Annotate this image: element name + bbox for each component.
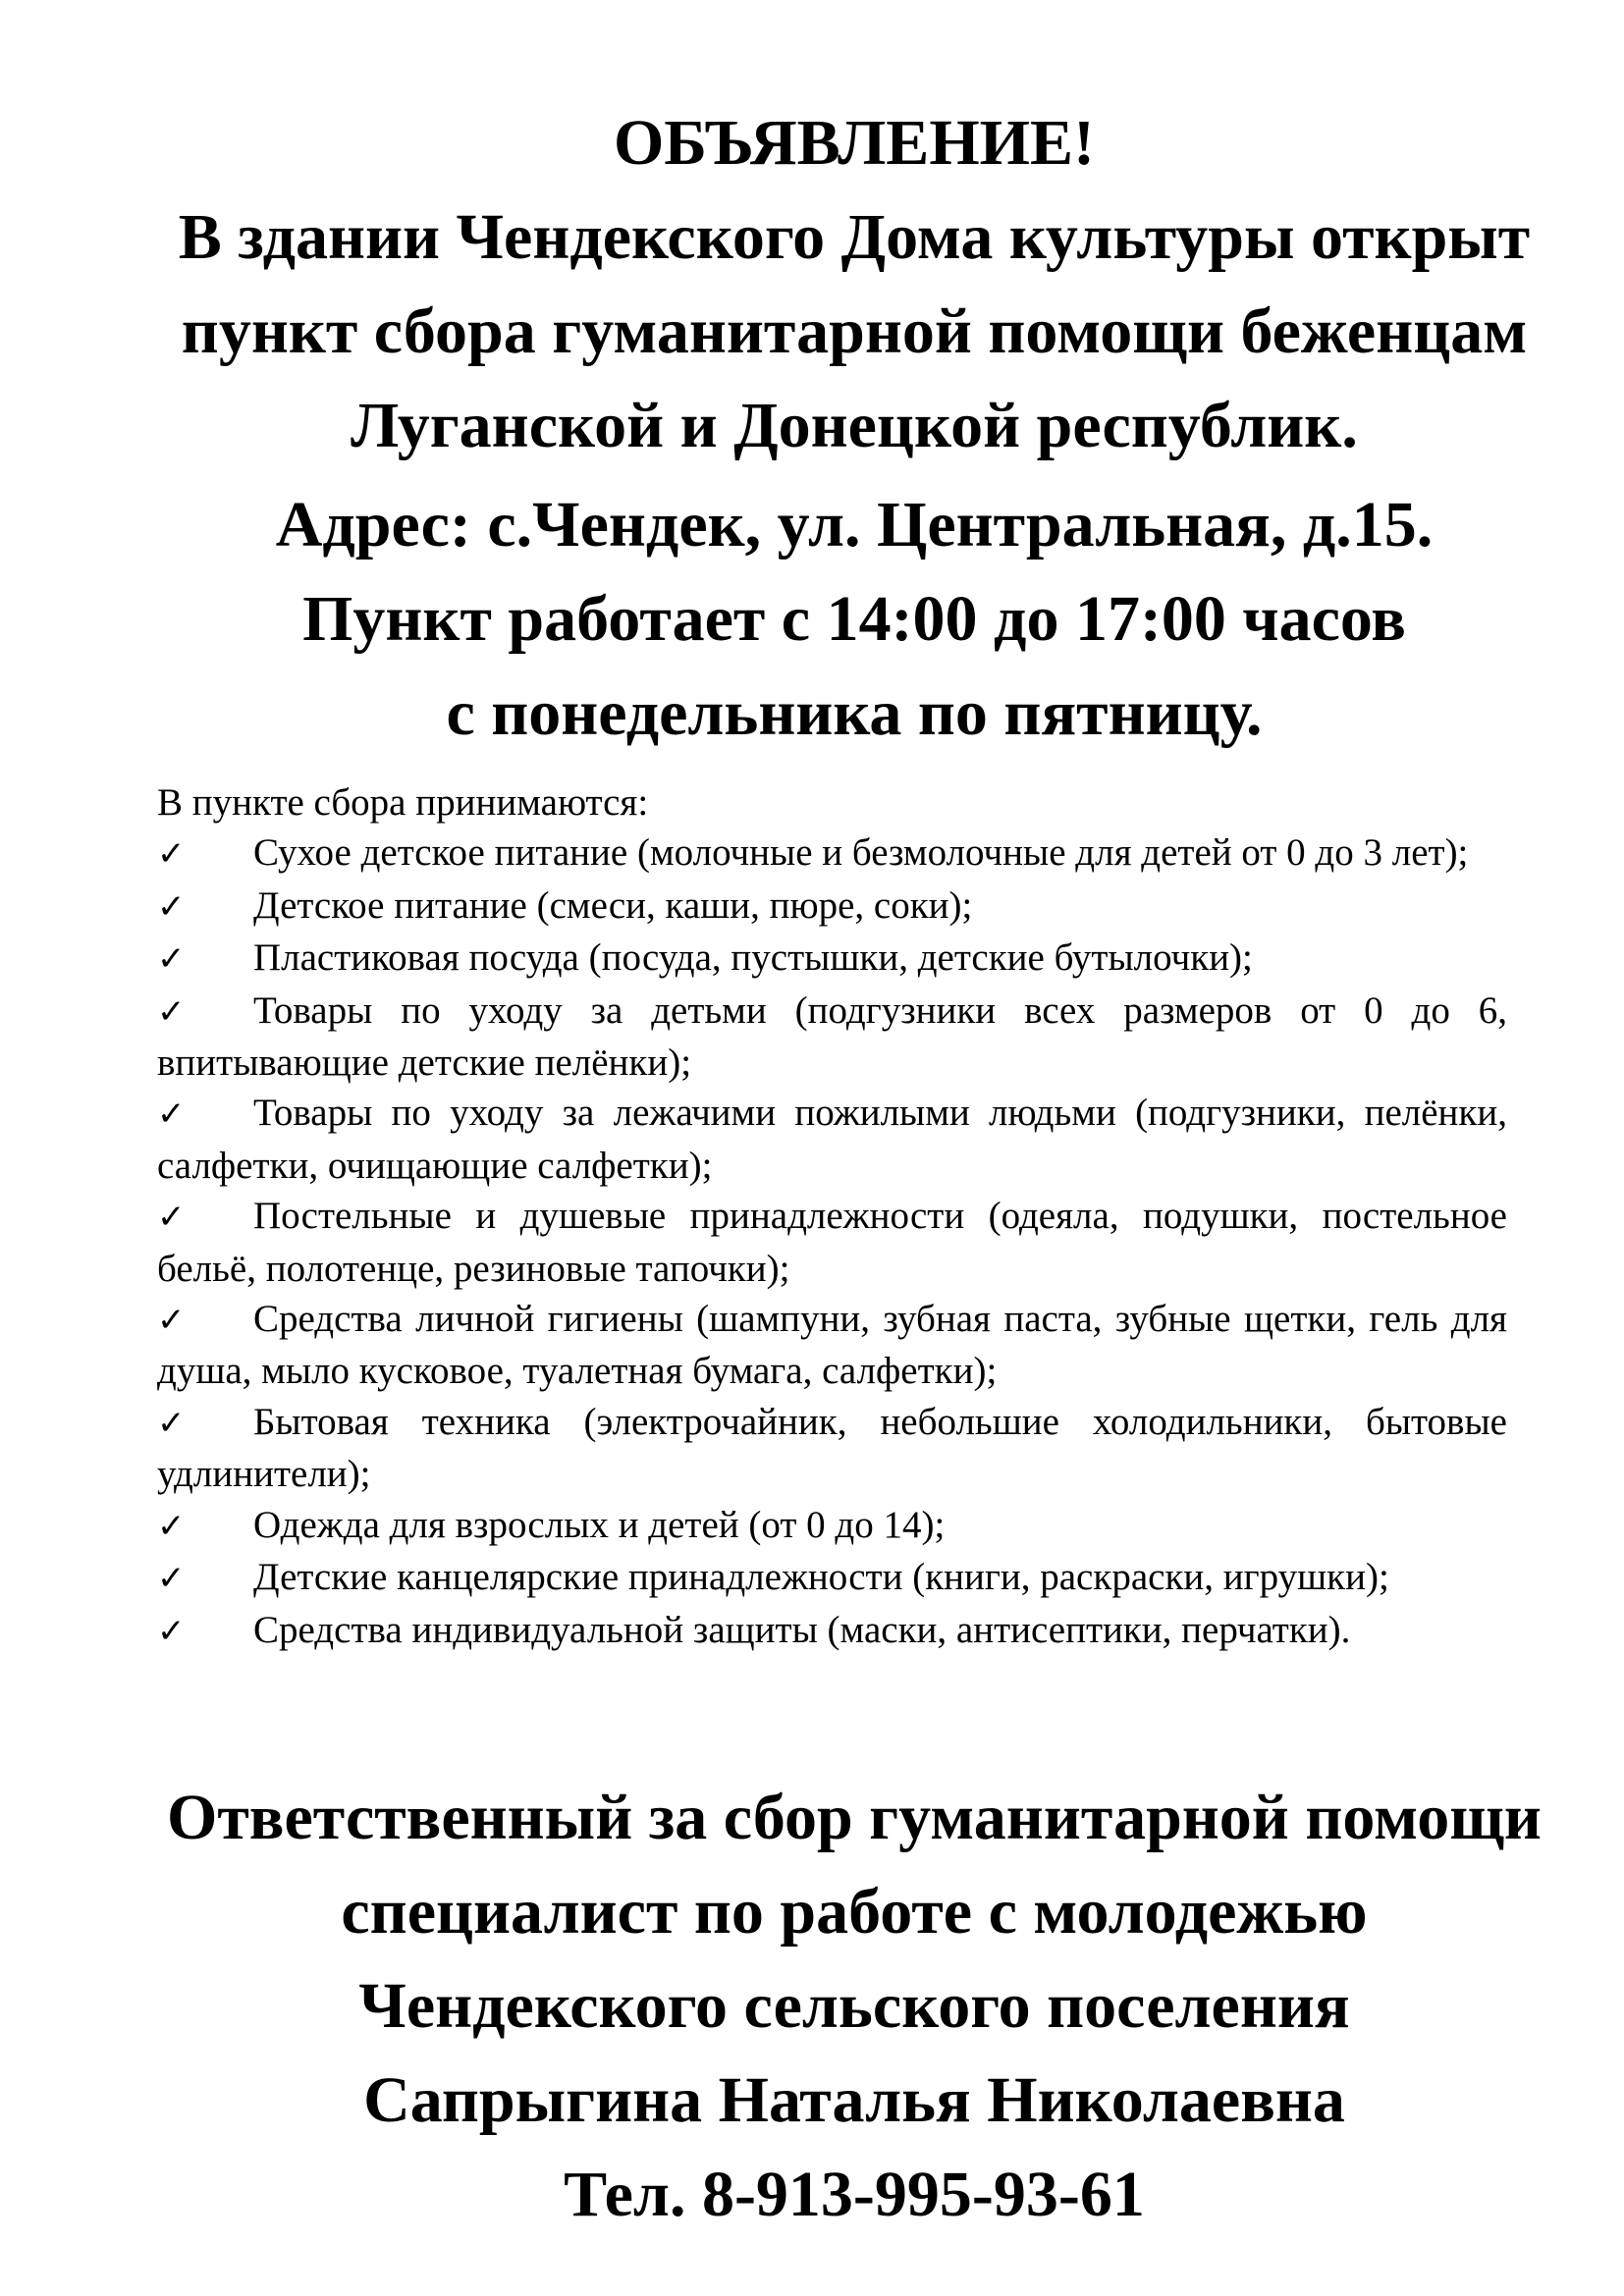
list-intro: В пункте сбора принимаются:: [157, 781, 649, 824]
responsible-contact-block: [128, 1771, 1581, 2242]
checkmark-icon: ✓: [157, 834, 186, 875]
list-item-text: Средства индивидуальной защиты (маски, антисептики, перчатки).: [253, 1608, 1351, 1651]
responsible-role-line: специалист по работе с молодежью: [341, 1876, 1368, 1948]
list-item: [157, 1605, 1507, 1657]
responsible-name: Сапрыгина Наталья Николаевна: [363, 2064, 1345, 2136]
title-line: В здании Чендекского Дома культуры открыт: [178, 201, 1531, 273]
checkmark-icon: ✓: [157, 886, 186, 927]
checkmark-icon: ✓: [157, 1611, 186, 1651]
list-item: [157, 881, 1507, 933]
accepted-items-list: [157, 828, 1507, 1657]
list-item: [157, 1500, 1507, 1552]
list-item-text: Одежда для взрослых и детей (от 0 до 14);: [253, 1503, 946, 1546]
title-line: ОБЪЯВЛЕНИЕ!: [613, 107, 1096, 179]
list-item: [157, 1088, 1507, 1191]
list-item-text: Детское питание (смеси, каши, пюре, соки);: [253, 883, 973, 927]
checkmark-icon: ✓: [157, 1301, 186, 1341]
address-block: [128, 478, 1581, 761]
checkmark-icon: ✓: [157, 1095, 186, 1135]
list-item-text: Пластиковая посуда (посуда, пустышки, детские бутылочки);: [253, 936, 1253, 980]
responsible-org-line: Чендекского сельского поселения: [358, 1970, 1350, 2042]
checkmark-icon: ✓: [157, 1403, 186, 1443]
announcement-title: [128, 96, 1581, 473]
checkmark-icon: ✓: [157, 991, 186, 1032]
list-item-text: Бытовая техника (электрочайник, небольшие холодильники, бытовые удлинители);: [157, 1400, 1507, 1496]
days-line: с понедельника по пятницу.: [446, 677, 1263, 749]
list-item-text: Сухое детское питание (молочные и безмолочные для детей от 0 до 3 лет);: [253, 831, 1469, 875]
list-item: [157, 986, 1507, 1089]
list-item: [157, 828, 1507, 880]
list-item: [157, 1294, 1507, 1397]
list-item: [157, 933, 1507, 985]
checkmark-icon: ✓: [157, 1559, 186, 1599]
responsible-line: Ответственный за сбор гуманитарной помощи: [167, 1782, 1542, 1853]
list-item-text: Товары по уходу за лежачими пожилыми людьми (подгузники, пелёнки, салфетки, очищающие салфетки);: [157, 1092, 1507, 1187]
checkmark-icon: ✓: [157, 1506, 186, 1546]
list-item: [157, 1191, 1507, 1294]
list-item-text: Товары по уходу за детьми (подгузники всех размеров от 0 до 6, впитывающие детские пелёнки);: [157, 988, 1507, 1085]
list-item-text: Средства личной гигиены (шампуни, зубная паста, зубные щетки, гель для душа, мыло кусковое, туалетная бумага, салфетки);: [157, 1298, 1507, 1393]
list-item: [157, 1552, 1507, 1604]
accepted-items-section: [157, 777, 1507, 1657]
checkmark-icon: ✓: [157, 939, 186, 980]
list-item-text: Постельные и душевые принадлежности (одеяла, подушки, постельное бельё, полотенце, резиновые тапочки);: [157, 1195, 1507, 1290]
phone-number: Тел. 8-913-995-93-61: [564, 2159, 1145, 2230]
title-line: Луганской и Донецкой республик.: [351, 390, 1358, 461]
address-line: Адрес: с.Чендек, ул. Центральная, д.15.: [275, 489, 1434, 561]
hours-line: Пункт работает с 14:00 до 17:00 часов: [302, 583, 1406, 655]
list-item-text: Детские канцелярские принадлежности (книги, раскраски, игрушки);: [253, 1556, 1389, 1599]
checkmark-icon: ✓: [157, 1198, 186, 1238]
title-line: пункт сбора гуманитарной помощи беженцам: [181, 295, 1528, 367]
list-item: [157, 1397, 1507, 1500]
